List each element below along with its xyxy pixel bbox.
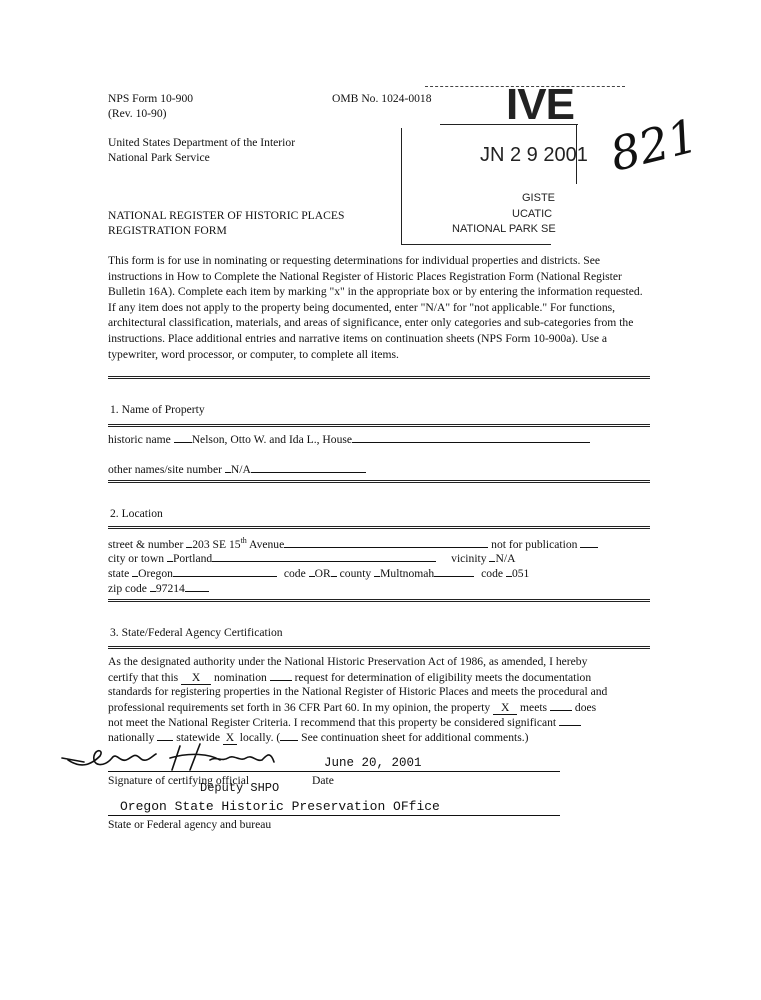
state-code-value: OR <box>314 567 331 580</box>
cert-line: not meet the National Register Criteria. I recommend that this property be considered significant <box>108 715 581 729</box>
street-row: street & number 203 SE 15th Avenue not for publication <box>108 536 598 551</box>
state-value: Oregon <box>138 567 173 580</box>
section1-heading: 1. Name of Property <box>110 403 205 416</box>
other-names-value: N/A <box>230 463 251 476</box>
cert-line: As the designated authority under the National Historic Preservation Act of 1986, as amended, I hereby <box>108 655 588 668</box>
handwritten-number: 821 <box>604 108 704 182</box>
zip-row: zip code 97214 <box>108 581 209 595</box>
cert-line: certify that this X nomination request for determination of eligibility meets the documentation <box>108 671 592 684</box>
signature-line <box>108 771 560 772</box>
agency-line <box>108 815 560 816</box>
cert-line: professional requirements set forth in 36 CFR Part 60. In my opinion, the property X meets does <box>108 701 597 714</box>
cert-line: nationally statewide X locally. ( See continuation sheet for additional comments.) <box>108 731 529 744</box>
meets-mark: X <box>493 701 517 715</box>
nomination-mark: X <box>181 671 211 685</box>
signature-label: Signature of certifying official <box>108 774 250 787</box>
form-revision: (Rev. 10-90) <box>108 107 167 120</box>
section2-heading: 2. Location <box>110 507 163 520</box>
agency-name: National Park Service <box>108 151 210 164</box>
signature-date: June 20, 2001 <box>324 756 422 770</box>
section-divider <box>108 646 650 649</box>
form-subtitle: REGISTRATION FORM <box>108 224 227 237</box>
section-divider <box>108 526 650 529</box>
section-divider <box>108 480 650 483</box>
section-divider <box>108 599 650 602</box>
date-label: Date <box>312 774 334 787</box>
agency-label: State or Federal agency and bureau <box>108 818 272 831</box>
agency-value: Oregon State Historic Preservation OFfice <box>120 799 440 814</box>
city-value: Portland <box>172 552 213 565</box>
cert-line: standards for registering properties in the National Register of Historic Places and meets the procedural and <box>108 685 608 698</box>
street-value: 203 SE 15 <box>192 537 241 551</box>
state-row: state Oregon code OR county Multnomah code 051 <box>108 567 530 580</box>
vicinity-value: N/A <box>495 552 516 565</box>
signer-title: Deputy SHPO <box>200 781 280 795</box>
locally-mark: X <box>223 731 237 745</box>
county-value: Multnomah <box>380 567 435 580</box>
city-row: city or town Portland vicinity N/A <box>108 552 516 565</box>
section-divider <box>108 424 650 427</box>
historic-name-value: Nelson, Otto W. and Ida L., House <box>191 433 353 446</box>
intro-paragraph: This form is for use in nominating or requesting determinations for individual properties and districts. See instructions in How to Complete the National Register of Historic Places Registration Form (National Register Bulletin 16A). Complete each item by marking "x" in the appropriate box or by entering the information requested. If any item does not apply to the property being documented, enter "N/A" for "not applicable." For functions, architectural classification, materials, and areas of significance, enter only categories and sub-categories from the instructions. Place additional entries and narrative items on continuation sheets (NPS Form 10-900a). Use a typewriter, word processor, or computer, to complete all items. <box>108 254 643 361</box>
signature <box>60 738 300 778</box>
section3-heading: 3. State/Federal Agency Certification <box>110 626 283 639</box>
other-names-row: other names/site number N/A <box>108 462 366 476</box>
department: United States Department of the Interior <box>108 136 296 149</box>
zip-value: 97214 <box>155 582 185 595</box>
section-divider <box>108 376 650 379</box>
county-code-value: 051 <box>511 567 530 580</box>
historic-name-row: historic name Nelson, Otto W. and Ida L., House <box>108 432 590 446</box>
form-title: NATIONAL REGISTER OF HISTORIC PLACES <box>108 209 345 222</box>
form-number: NPS Form 10-900 <box>108 92 194 105</box>
omb-number: OMB No. 1024-0018 <box>332 92 432 105</box>
